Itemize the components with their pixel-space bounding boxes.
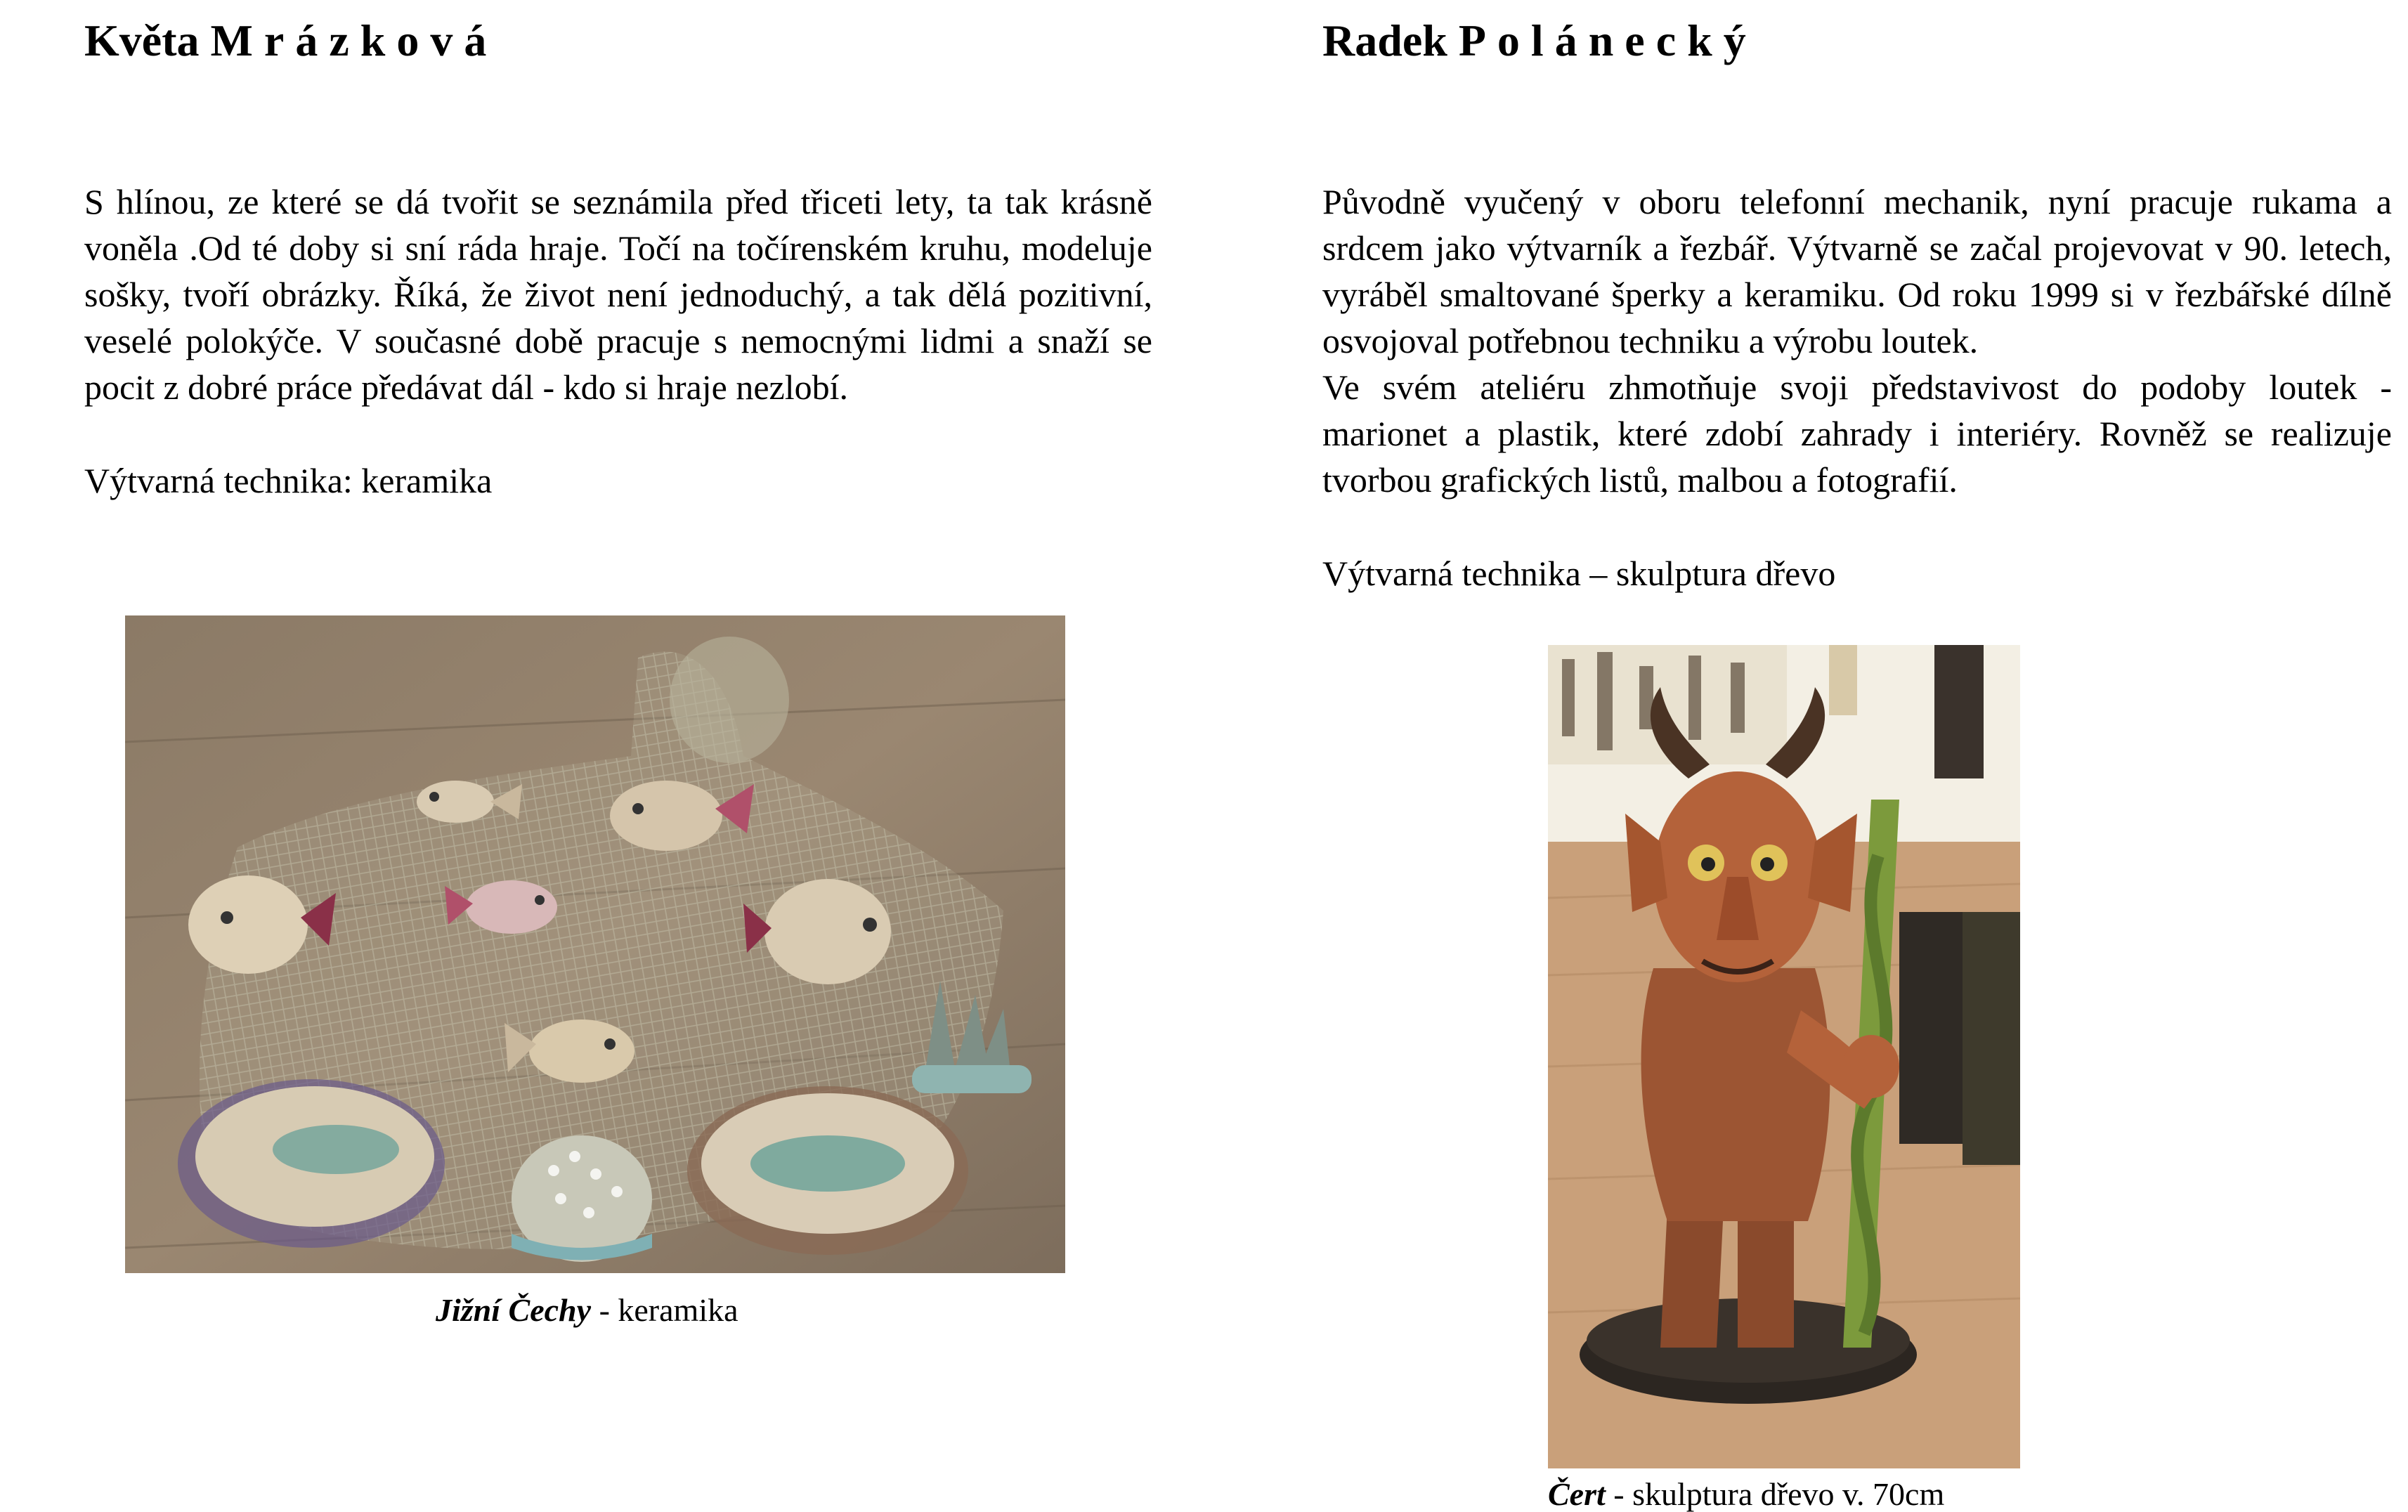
ceramics-photo-image	[125, 615, 1065, 1273]
sculpture-photo-image	[1548, 645, 2020, 1468]
left-artist-first-name: Květa	[84, 15, 200, 65]
left-artist-technique: Výtvarná technika: keramika	[84, 461, 493, 500]
left-artist-bio	[84, 178, 1152, 410]
right-artist-surname: Polánecký	[1458, 15, 1757, 65]
ceramics-caption	[436, 1294, 738, 1327]
sculpture-caption-title: Čert	[1548, 1476, 1606, 1512]
sculpture-caption-rest: - skulptura dřevo v. 70cm	[1605, 1476, 1945, 1512]
right-artist-bio-paragraph-2: Ve svém ateliéru zhmotňuje svoji představivost do podoby loutek - marionet a plastik, které zdobí zahrady i interiéry. Rovněž se realizuje tvorbou grafických listů, malbou a fotografií.	[1322, 367, 2392, 500]
ceramics-photo	[125, 615, 1065, 1273]
ceramics-caption-rest: - keramika	[591, 1292, 738, 1328]
right-artist-bio	[1322, 178, 2392, 503]
right-artist-name	[1322, 15, 1757, 65]
ceramics-caption-title: Jižní Čechy	[436, 1292, 592, 1328]
left-artist-surname: Mrázková	[210, 15, 498, 65]
right-artist-first-name: Radek	[1322, 15, 1447, 65]
sculpture-caption	[1548, 1478, 1944, 1511]
right-artist-bio-paragraph-1: Původně vyučený v oboru telefonní mechanik, nyní pracuje rukama a srdcem jako výtvarník a řezbář. Výtvarně se začal projevovat v 90. letech, vyráběl smaltované šperky a keramiku. Od roku 1999 si v řezbářské dílně osvojoval potřebnou techniku a výrobu loutek.	[1322, 182, 2392, 360]
left-artist-name	[84, 15, 498, 65]
right-artist-technique: Výtvarná technika – skulptura dřevo	[1322, 554, 1836, 593]
sculpture-photo	[1548, 645, 2020, 1468]
left-artist-bio-text: S hlínou, ze které se dá tvořit se seznámila před třiceti lety, ta tak krásně voněla .Od té doby si sní ráda hraje. Točí na točírenském kruhu, modeluje sošky, tvoří obrázky. Říká, že život není jednoduchý, a tak dělá pozitivní, veselé polokýče. V současné době pracuje s nemocnými lidmi a snaží se pocit z dobré práce předávat dál - kdo si hraje nezlobí.	[84, 182, 1152, 407]
